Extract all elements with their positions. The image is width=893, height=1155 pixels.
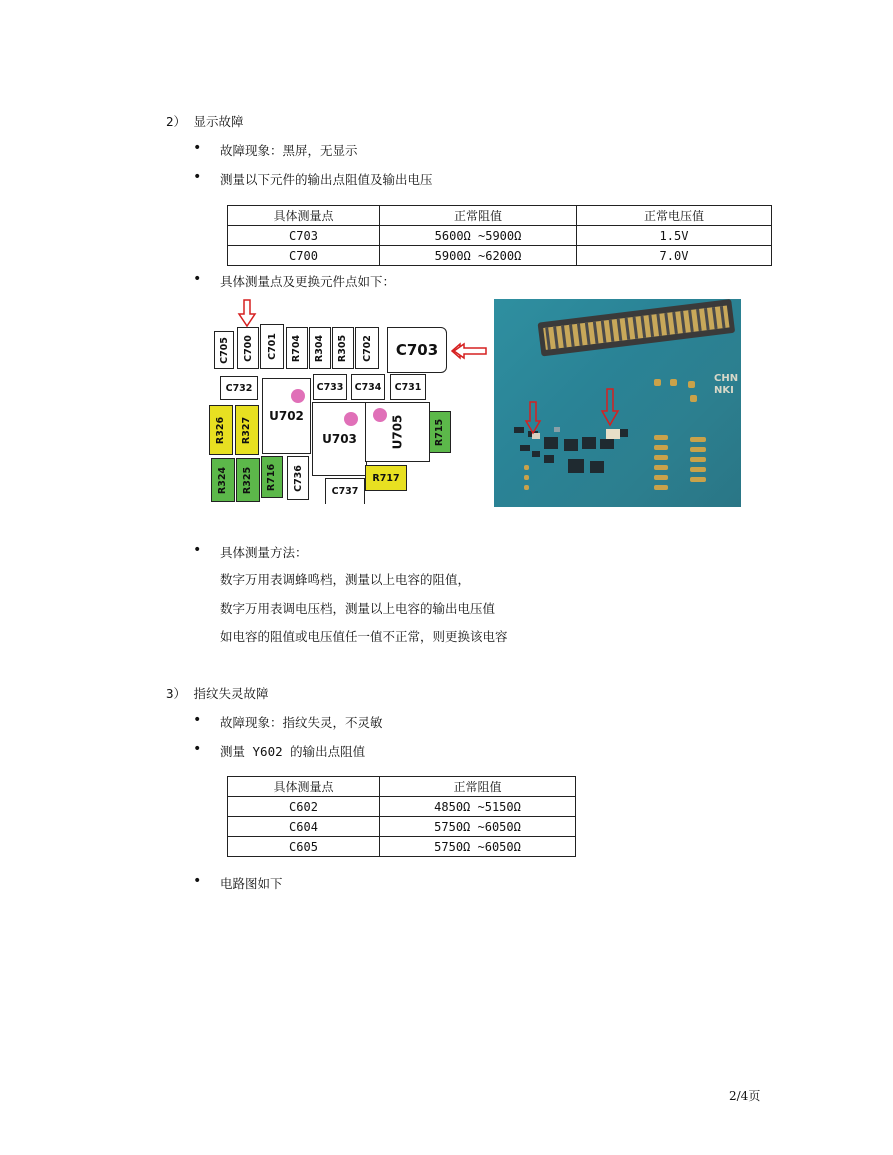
component-c731: C731: [390, 374, 426, 400]
table-cell: C703: [228, 226, 380, 246]
table-cell: C700: [228, 246, 380, 266]
table-header: 具体测量点: [228, 777, 380, 797]
component-u705: U705: [365, 402, 430, 462]
symptom-bullet: • 故障现象：黑屏，无显示: [220, 141, 358, 159]
component-u703: U703: [312, 402, 367, 476]
test-point-dot: [291, 389, 305, 403]
component-r324: R324: [211, 458, 235, 502]
pcb-text-line: NKI: [714, 385, 734, 396]
component-r305: R305: [332, 327, 354, 369]
table-cell: 7.0V: [577, 246, 772, 266]
table-cell: 5750Ω ~6050Ω: [380, 837, 576, 857]
component-layout-diagram: [205, 298, 465, 504]
pcb-photo-drawing: [494, 299, 741, 507]
test-point-dot: [344, 412, 358, 426]
component-r704: R704: [286, 327, 308, 369]
display-measurement-table: [227, 205, 772, 266]
table-header-row: [228, 777, 576, 797]
table-header: 正常电压值: [577, 206, 772, 226]
table-cell: 5600Ω ~5900Ω: [380, 226, 577, 246]
fingerprint-measurement-table: [227, 776, 576, 857]
component-c703: C703: [387, 327, 447, 373]
table-header: 正常阻值: [380, 206, 577, 226]
method-line: 数字万用表调蜂鸣档，测量以上电容的阻值，: [220, 572, 471, 587]
table-row: [228, 837, 576, 857]
pcb-photo: [494, 299, 741, 507]
page-number: 2/4页: [729, 1089, 761, 1103]
table-cell: 1.5V: [577, 226, 772, 246]
table-cell: 4850Ω ~5150Ω: [380, 797, 576, 817]
component-r304: R304: [309, 327, 331, 369]
table-cell: C602: [228, 797, 380, 817]
table-cell: C605: [228, 837, 380, 857]
section-2-heading: 2） 显示故障: [166, 114, 244, 129]
table-row: [228, 817, 576, 837]
points-bullet: • 具体测量点及更换元件点如下：: [220, 272, 395, 290]
component-r715: R715: [429, 411, 451, 453]
component-c737: C737: [325, 478, 365, 504]
component-c700: C700: [237, 327, 259, 369]
table-header: 具体测量点: [228, 206, 380, 226]
table-row: [228, 226, 772, 246]
component-c702: C702: [355, 327, 379, 369]
component-c733: C733: [313, 374, 347, 400]
measure-bullet: • 测量 Y602 的输出点阻值: [220, 742, 365, 760]
component-u702: U702: [262, 378, 311, 454]
table-row: [228, 246, 772, 266]
component-c732: C732: [220, 376, 258, 400]
component-r326: R326: [209, 405, 233, 455]
arrow-down-icon: [237, 298, 257, 328]
component-c705: C705: [214, 331, 234, 369]
method-line: 数字万用表调电压档，测量以上电容的输出电压值: [220, 601, 496, 616]
component-r325: R325: [236, 458, 260, 502]
method-bullet: • 具体测量方法：: [220, 543, 308, 561]
component-c734: C734: [351, 374, 385, 400]
pcb-text-line: CHN: [714, 373, 739, 384]
table-cell: 5900Ω ~6200Ω: [380, 246, 577, 266]
symptom-bullet: • 故障现象：指纹失灵，不灵敏: [220, 713, 383, 731]
component-r327: R327: [235, 405, 259, 455]
pcb-silkscreen-text: [714, 373, 738, 397]
table-row: [228, 797, 576, 817]
table-cell: C604: [228, 817, 380, 837]
table-header: 正常阻值: [380, 777, 576, 797]
arrow-left-icon: [452, 342, 488, 360]
table-cell: 5750Ω ~6050Ω: [380, 817, 576, 837]
section-3-heading: 3） 指纹失灵故障: [166, 686, 269, 701]
table-header-row: [228, 206, 772, 226]
component-r716: R716: [261, 456, 283, 498]
method-line: 如电容的阻值或电压值任一值不正常，则更换该电容: [220, 629, 508, 644]
measure-bullet: • 测量以下元件的输出点阻值及输出电压: [220, 170, 433, 188]
component-c701: C701: [260, 324, 284, 369]
component-c736: C736: [287, 456, 309, 500]
component-r717: R717: [365, 465, 407, 491]
circuit-bullet: • 电路图如下: [220, 874, 283, 892]
test-point-dot: [373, 408, 387, 422]
